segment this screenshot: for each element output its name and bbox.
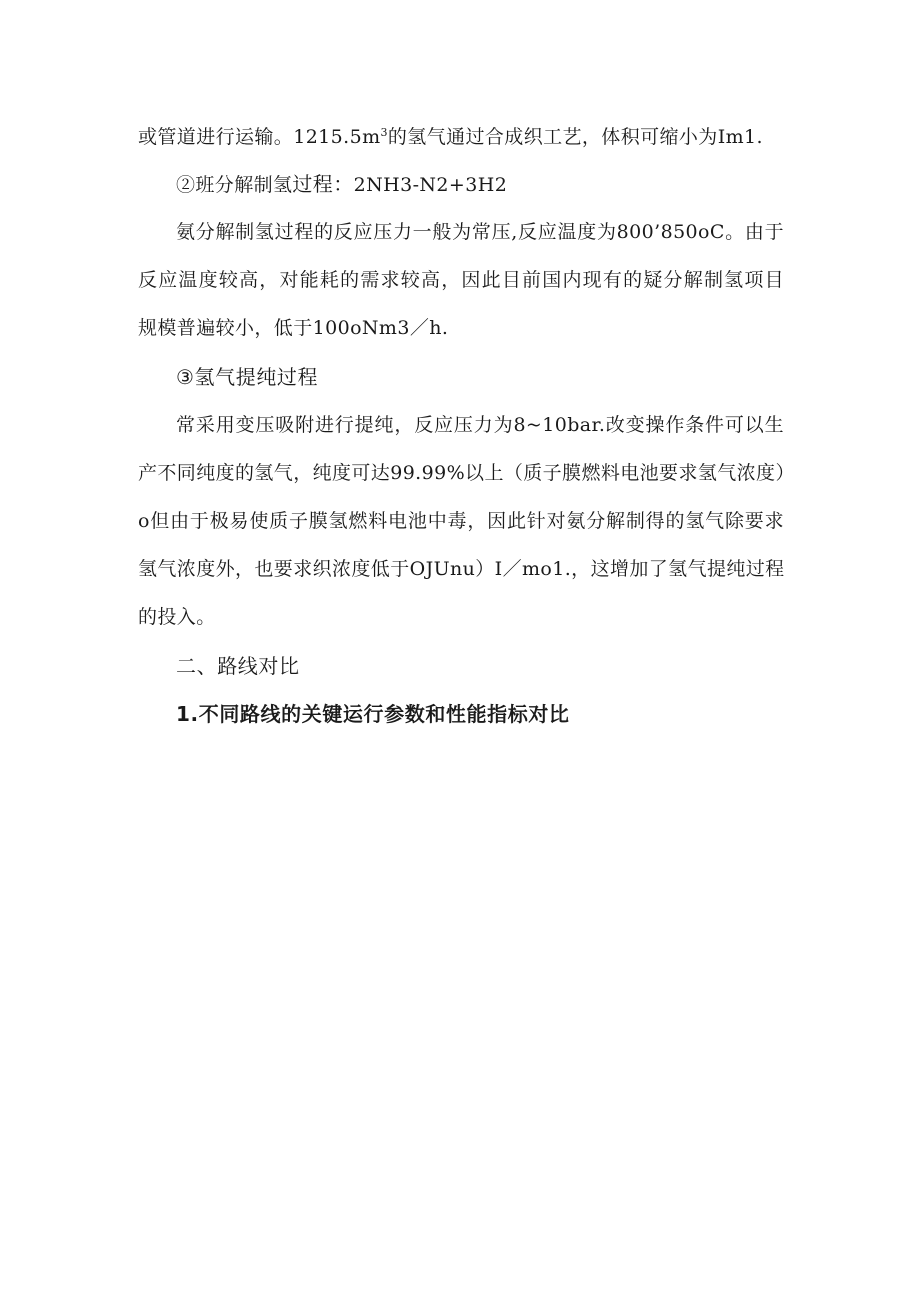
reaction-equation: 2NH3-N2+3H2 — [353, 174, 508, 196]
section-heading: ③氢气提纯过程 — [176, 365, 319, 389]
paragraph-line: o但由于极易使质子膜氢燃料电池中毒，因此针对氨分解制得的氢气除要求 — [138, 510, 784, 532]
paragraph-line — [138, 123, 784, 151]
paragraph-line: 产不同纯度的氢气，纯度可达99.99%以上（质子膜燃料电池要求氢气浓度） — [138, 462, 795, 484]
text-segment: 的氢气通过合成织工艺，体积可缩小为Im1. — [387, 126, 763, 148]
text-segment: 或管道进行运输。1215.5m — [138, 126, 381, 148]
superscript: 3 — [380, 126, 388, 139]
paragraph-line: 氨分解制氢过程的反应压力一般为常压,反应温度为800’850oC。由于 — [176, 221, 784, 243]
chapter-heading: 二、路线对比 — [176, 654, 300, 678]
text-segment: 过程： — [292, 172, 354, 196]
paragraph-line: 氢气浓度外，也要求织浓度低于OJUnu）I／mo1.，这增加了氢气提纯过程 — [138, 558, 785, 580]
formula-line — [176, 170, 784, 199]
paragraph-line: 常采用变压吸附进行提纯，反应压力为8~10bar.改变操作条件可以生 — [176, 414, 784, 436]
paragraph-line: 反应温度较高，对能耗的需求较高，因此目前国内现有的疑分解制氢项目 — [138, 269, 784, 291]
text-segment: ②班分解制氢 — [176, 174, 293, 196]
paragraph-line: 规模普遍较小，低于100oNm3／h. — [138, 317, 449, 339]
subsection-heading: 1.不同路线的关键运行参数和性能指标对比 — [176, 702, 570, 726]
paragraph-line: 的投入。 — [138, 606, 216, 628]
